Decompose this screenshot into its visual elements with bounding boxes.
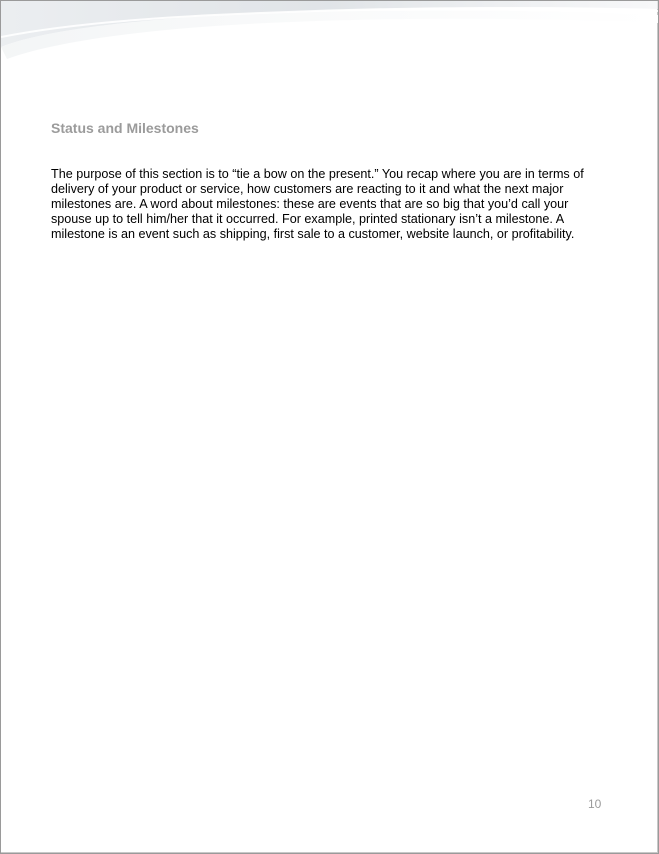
page-number: 10 — [588, 797, 602, 811]
section-heading: Status and Milestones — [51, 120, 199, 136]
section-body-paragraph: The purpose of this section is to “tie a bow on the present.” You recap where you are in terms of delivery of your product or service, how customers are reacting to it and what the next major milestones are. A word about milestones: these are events that are so big that you’d call your spouse up to tell him/her that it occurred. For example, printed stationary isn’t a milestone. A milestone is an event such as shipping, first sale to a customer, website launch, or profitability. — [51, 167, 584, 241]
header-swoosh-decoration — [1, 1, 658, 71]
